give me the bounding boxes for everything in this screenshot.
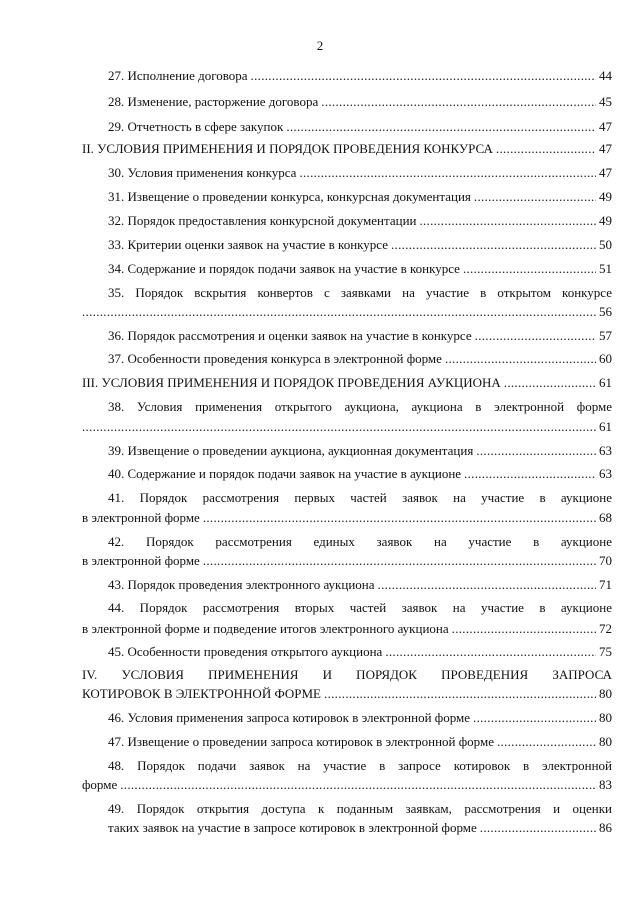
toc-entry-title: 28. Изменение, расторжение договора <box>108 94 319 109</box>
dot-leader <box>82 419 596 435</box>
toc-entry-45[interactable] <box>82 644 612 660</box>
dot-leader <box>497 734 596 750</box>
toc-entry-36[interactable] <box>82 328 612 344</box>
toc-entry-32[interactable] <box>82 213 612 229</box>
toc-entry-44-line1[interactable]: 44. Порядок рассмотрения вторых частей заявок на участие в аукционе <box>108 600 612 615</box>
toc-entry-title: форме <box>82 777 118 792</box>
toc-entry-title: 33. Критерии оценки заявок на участие в конкурсе <box>108 237 388 252</box>
toc-entry-46[interactable] <box>82 710 612 726</box>
toc-entry-title: 37. Особенности проведения конкурса в электронной форме <box>108 351 442 366</box>
toc-entry-page: 56 <box>599 304 612 319</box>
toc-entry-31[interactable] <box>82 189 612 205</box>
toc-entry-page: 47 <box>599 165 612 180</box>
toc-entry-page: 71 <box>599 577 612 592</box>
toc-section-title: II. УСЛОВИЯ ПРИМЕНЕНИЯ И ПОРЯДОК ПРОВЕДЕНИЯ КОНКУРСА <box>82 141 493 156</box>
toc-entry-page: 70 <box>599 553 612 568</box>
dot-leader <box>473 710 596 726</box>
toc-entry-48-line1[interactable]: 48. Порядок подачи заявок на участие в запросе котировок в электронной <box>108 758 612 773</box>
toc-entry-37[interactable] <box>82 351 612 367</box>
toc-entry-page: 80 <box>599 710 612 725</box>
dot-leader <box>496 141 596 157</box>
toc-section-4-line1[interactable]: IV. УСЛОВИЯ ПРИМЕНЕНИЯ И ПОРЯДОК ПРОВЕДЕНИЯ ЗАПРОСА <box>82 667 612 682</box>
toc-entry-47[interactable] <box>82 734 612 750</box>
toc-entry-page: 50 <box>599 237 612 252</box>
toc-entry-page: 61 <box>599 375 612 390</box>
toc-entry-page: 45 <box>599 94 612 109</box>
toc-entry-34[interactable] <box>82 261 612 277</box>
toc-entry-33[interactable] <box>82 237 612 253</box>
toc-entry-49-line2[interactable] <box>108 820 612 836</box>
toc-entry-29[interactable] <box>82 119 612 135</box>
toc-entry-40[interactable] <box>82 466 612 482</box>
toc-entry-43[interactable] <box>82 577 612 593</box>
toc-entry-page: 61 <box>599 419 612 434</box>
page-number: 2 <box>316 38 324 53</box>
toc-entry-41-line2[interactable] <box>82 510 612 526</box>
toc-entry-48-line2[interactable] <box>82 777 612 793</box>
dot-leader <box>286 119 596 135</box>
dot-leader <box>475 328 596 344</box>
toc-entry-42-line1[interactable]: 42. Порядок рассмотрения единых заявок на участие в аукционе <box>108 534 612 549</box>
toc-entry-title: 46. Условия применения запроса котировок в электронной форме <box>108 710 471 725</box>
dot-leader <box>251 68 596 84</box>
dot-leader <box>504 375 596 391</box>
toc-section-2[interactable] <box>82 141 612 157</box>
dot-leader <box>452 621 596 637</box>
toc-entry-title: 30. Условия применения конкурса <box>108 165 297 180</box>
dot-leader <box>203 510 596 526</box>
toc-entry-page: 83 <box>599 777 612 792</box>
toc-entry-35-line1[interactable]: 35. Порядок вскрытия конвертов с заявками на участие в открытом конкурсе <box>108 285 612 300</box>
dot-leader <box>120 777 596 793</box>
toc-entry-page: 86 <box>599 820 612 835</box>
dot-leader <box>82 304 596 320</box>
toc-entry-page: 47 <box>599 141 612 156</box>
toc-entry-page: 68 <box>599 510 612 525</box>
toc-entry-page: 75 <box>599 644 612 659</box>
dot-leader <box>324 686 596 702</box>
dot-leader <box>378 577 596 593</box>
toc-entry-42-line2[interactable] <box>82 553 612 569</box>
dot-leader <box>419 213 596 229</box>
toc-entry-title: 34. Содержание и порядок подачи заявок на участие в конкурсе <box>108 261 460 276</box>
dot-leader <box>480 820 596 836</box>
toc-entry-title: 31. Извещение о проведении конкурса, конкурсная документация <box>108 189 471 204</box>
dot-leader <box>445 351 596 367</box>
dot-leader <box>463 261 596 277</box>
toc-entry-title: 47. Извещение о проведении запроса котировок в электронной форме <box>108 734 494 749</box>
toc-entry-page: 63 <box>599 443 612 458</box>
dot-leader <box>476 443 596 459</box>
dot-leader <box>203 553 596 569</box>
toc-entry-39[interactable] <box>82 443 612 459</box>
dot-leader <box>321 94 596 110</box>
toc-entry-27[interactable] <box>82 68 612 84</box>
toc-section-title: III. УСЛОВИЯ ПРИМЕНЕНИЯ И ПОРЯДОК ПРОВЕДЕНИЯ АУКЦИОНА <box>82 375 501 390</box>
toc-section-4-line2[interactable] <box>82 686 612 702</box>
toc-entry-title: в электронной форме <box>82 553 200 568</box>
toc-entry-page: 57 <box>599 328 612 343</box>
toc-entry-title: 45. Особенности проведения открытого аукциона <box>108 644 383 659</box>
toc-entry-41-line1[interactable]: 41. Порядок рассмотрения первых частей заявок на участие в аукционе <box>108 490 612 505</box>
toc-section-title: КОТИРОВОК В ЭЛЕКТРОННОЙ ФОРМЕ <box>82 686 322 701</box>
toc-entry-page: 47 <box>599 119 612 134</box>
toc-entry-title: 43. Порядок проведения электронного аукциона <box>108 577 375 592</box>
toc-entry-title: таких заявок на участие в запросе котировок в электронной форме <box>108 820 477 835</box>
toc-entry-38-line2[interactable] <box>82 419 612 435</box>
dot-leader <box>299 165 596 181</box>
toc-entry-44-line2[interactable] <box>82 621 612 637</box>
toc-entry-title: в электронной форме и подведение итогов электронного аукциона <box>82 621 449 636</box>
toc-entry-page: 49 <box>599 213 612 228</box>
toc-entry-page: 60 <box>599 351 612 366</box>
toc-entry-title: в электронной форме <box>82 510 200 525</box>
toc-entry-30[interactable] <box>82 165 612 181</box>
toc-entry-35-line2[interactable] <box>82 304 612 320</box>
toc-entry-title: 27. Исполнение договора <box>108 68 248 83</box>
toc-entry-page: 44 <box>599 68 612 83</box>
toc-entry-page: 80 <box>599 686 612 701</box>
toc-entry-page: 63 <box>599 466 612 481</box>
toc-entry-title: 32. Порядок предоставления конкурсной документации <box>108 213 417 228</box>
toc-entry-title: 36. Порядок рассмотрения и оценки заявок на участие в конкурсе <box>108 328 472 343</box>
toc-entry-title: 39. Извещение о проведении аукциона, аукционная документация <box>108 443 474 458</box>
toc-entry-title: 40. Содержание и порядок подачи заявок на участие в аукционе <box>108 466 462 481</box>
dot-leader <box>464 466 596 482</box>
toc-section-3[interactable] <box>82 375 612 391</box>
toc-entry-page: 51 <box>599 261 612 276</box>
toc-entry-page: 80 <box>599 734 612 749</box>
dot-leader <box>474 189 596 205</box>
toc-entry-page: 72 <box>599 621 612 636</box>
toc-entry-38-line1[interactable]: 38. Условия применения открытого аукциона, аукциона в электронной форме <box>108 399 612 414</box>
dot-leader <box>385 644 596 660</box>
toc-entry-49-line1[interactable]: 49. Порядок открытия доступа к поданным заявкам, рассмотрения и оценки <box>108 801 612 816</box>
toc-entry-page: 49 <box>599 189 612 204</box>
toc-entry-title: 29. Отчетность в сфере закупок <box>108 119 284 134</box>
toc-entry-28[interactable] <box>82 94 612 110</box>
dot-leader <box>391 237 596 253</box>
